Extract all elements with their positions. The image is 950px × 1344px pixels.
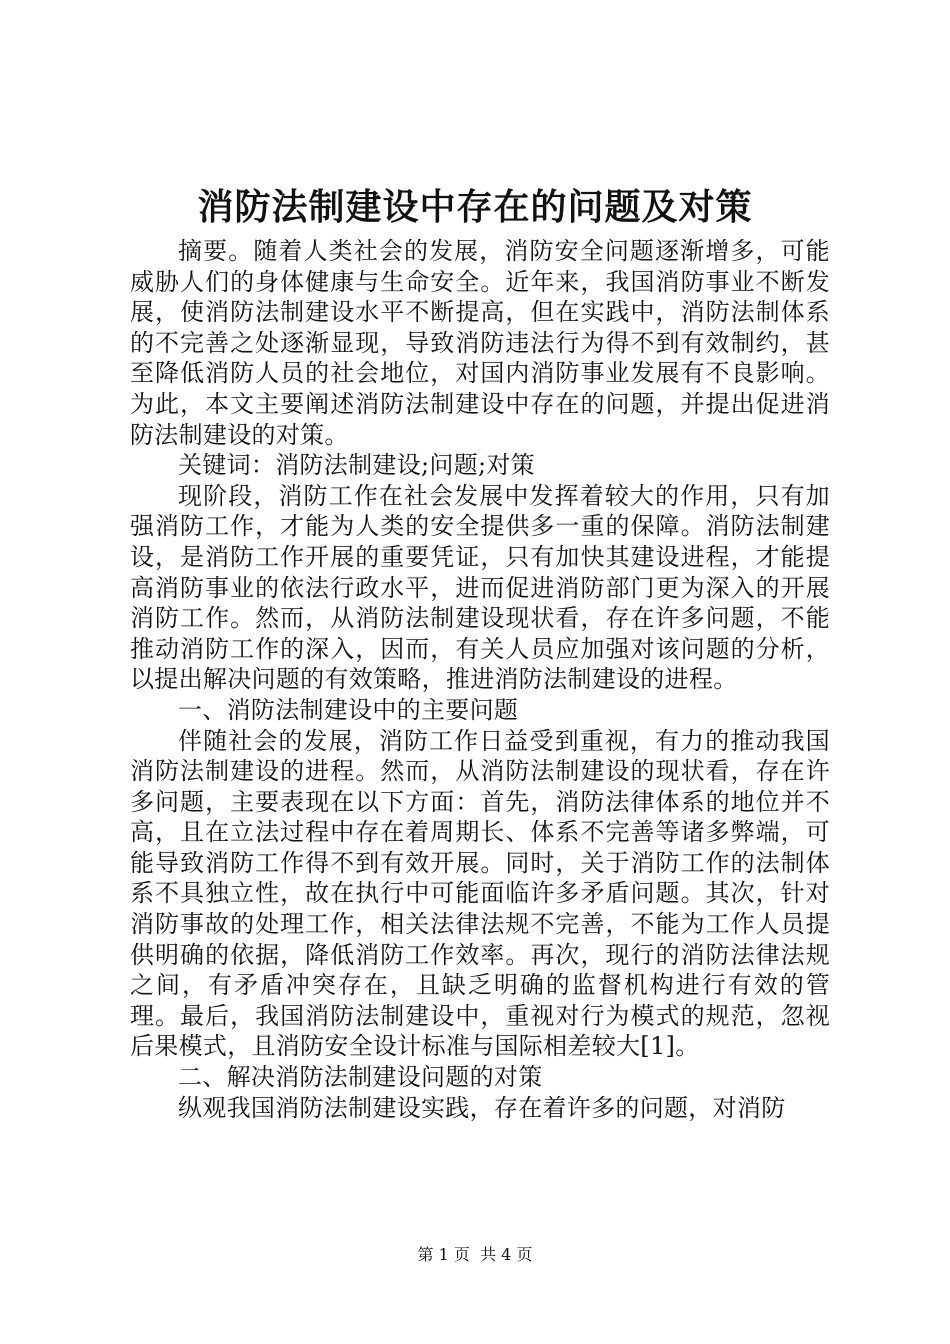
section-2-paragraph: 纵观我国消防法制建设实践，存在着许多的问题，对消防 — [178, 1093, 786, 1122]
section-1-paragraph: 伴随社会的发展，消防工作日益受到重视，有力的推动我国消防法制建设的进程。然而，从消防法制建设的现状看，存在许多问题，主要表现在以下方面：首先，消防法律体系的地位并不高，且在立法过程中存在着周期长、体系不完善等诸多弊端，可能导致消防工作得不到有效开展。同时，关于消防工作的法制体系不具独立性，故在执行中可能面临许多矛盾问题。其次，针对消防事故的处理工作，相关法律法规不完善，不能为工作人员提供明确的依据，降低消防工作效率。再次，现行的消防法律法规之间，有矛盾冲突存在，且缺乏明确的监督机构进行有效的管理。最后，我国消防法制建设中，重视对行为模式的规范，忽视后果模式，且消防安全设计标准与国际相差较大[1]。 — [130, 726, 830, 1061]
page-footer — [0, 1244, 950, 1266]
page-number: 第 1 页 — [417, 1245, 470, 1264]
document-title: 消防法制建设中存在的问题及对策 — [197, 187, 753, 228]
section-heading-2: 二、解决消防法制建设问题的对策 — [178, 1063, 543, 1092]
document-body — [130, 236, 830, 1123]
total-pages: 共 4 页 — [480, 1245, 533, 1264]
abstract-paragraph: 摘要。随着人类社会的发展，消防安全问题逐渐增多，可能威胁人们的身体健康与生命安全。近年来，我国消防事业不断发展，使消防法制建设水平不断提高，但在实践中，消防法制体系的不完善之处逐渐显现，导致消防违法行为得不到有效制约，甚至降低消防人员的社会地位，对国内消防事业发展有不良影响。为此，本文主要阐述消防法制建设中存在的问题，并提出促进消防法制建设的对策。 — [130, 237, 830, 449]
section-heading-1: 一、消防法制建设中的主要问题 — [178, 695, 519, 724]
intro-paragraph: 现阶段，消防工作在社会发展中发挥着较大的作用，只有加强消防工作，才能为人类的安全提供多一重的保障。消防法制建设，是消防工作开展的重要凭证，只有加快其建设进程，才能提高消防事业的依法行政水平，进而促进消防部门更为深入的开展消防工作。然而，从消防法制建设现状看，存在许多问题，不能推动消防工作的深入，因而，有关人员应加强对该问题的分析，以提出解决问题的有效策略，推进消防法制建设的进程。 — [130, 481, 830, 694]
keywords-paragraph: 关键词：消防法制建设;问题;对策 — [178, 451, 535, 480]
